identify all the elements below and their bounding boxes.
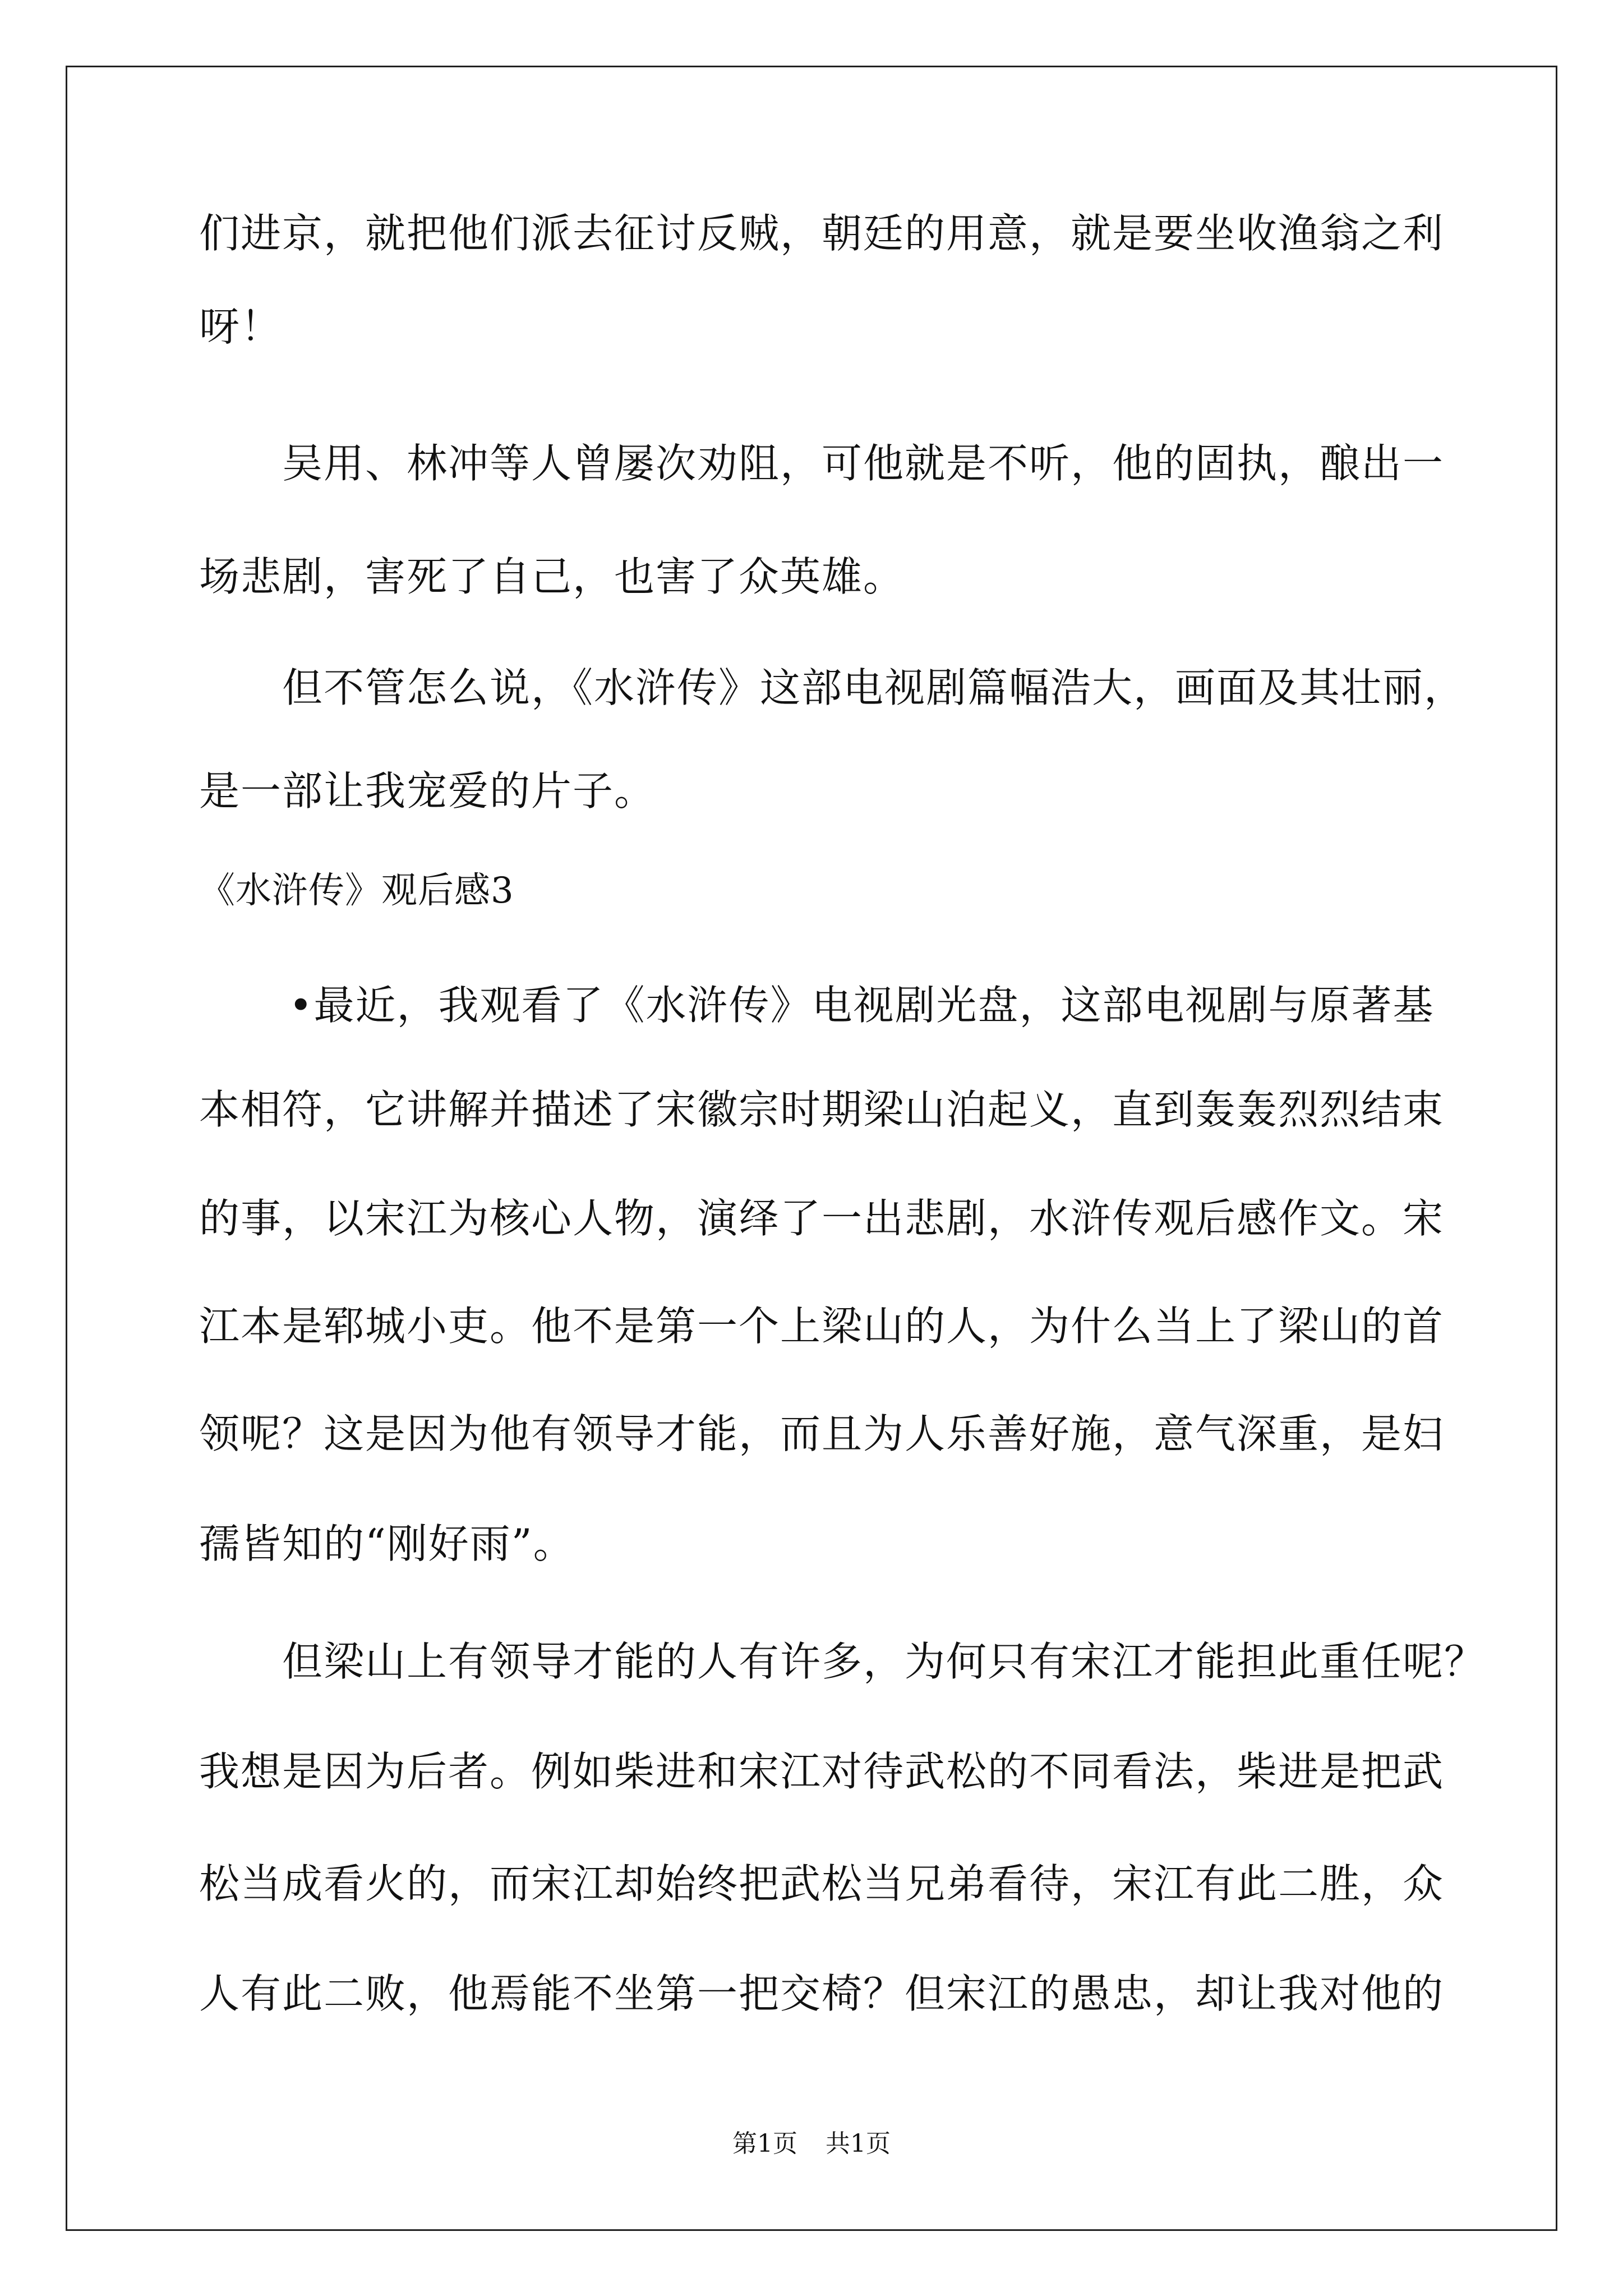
paragraph-line: 是一部让我宠爱的片子。 <box>199 767 656 815</box>
paragraph-line: 呀！ <box>199 303 283 350</box>
paragraph-line: 的事，以宋江为核心人物，演绎了一出悲剧，水浒传观后感作文。宋 <box>199 1195 1445 1242</box>
paragraph-line: 本相符，它讲解并描述了宋徽宗时期梁山泊起义，直到轰轰烈烈结束 <box>199 1086 1445 1133</box>
paragraph-line: 但不管怎么说，《水浒传》这部电视剧篇幅浩大，画面及其壮丽， <box>282 664 1466 711</box>
paragraph-line: 我想是因为后者。例如柴进和宋江对待武松的不同看法，柴进是把武 <box>199 1748 1445 1795</box>
page-count: 共1页 <box>826 2129 891 2158</box>
paragraph-line: 江本是郓城小吏。他不是第一个上梁山的人，为什么当上了梁山的首 <box>199 1303 1445 1350</box>
page-number: 第1页 <box>732 2129 797 2158</box>
paragraph-line: 孺皆知的“刚好雨”。 <box>199 1520 575 1567</box>
section-heading: 《水浒传》观后感3 <box>199 870 514 912</box>
paragraph-line: 人有此二败，他焉能不坐第一把交椅？但宋江的愚忠，却让我对他的 <box>199 1970 1445 2017</box>
paragraph-line: 松当成看火的，而宋江却始终把武松当兄弟看待，宋江有此二胜，众 <box>199 1860 1445 1907</box>
page-footer <box>0 2123 1623 2159</box>
paragraph-line: 们进京，就把他们派去征讨反贼，朝廷的用意，就是要坐收渔翁之利 <box>199 210 1445 257</box>
paragraph-line: 场悲剧，害死了自己，也害了众英雄。 <box>199 553 905 600</box>
paragraph-line: •最近，我观看了《水浒传》电视剧光盘，这部电视剧与原著基 <box>289 982 1435 1029</box>
paragraph-line: 吴用、林冲等人曾屡次劝阻，可他就是不听，他的固执，酿出一 <box>282 440 1445 487</box>
paragraph-line: 但梁山上有领导才能的人有许多，为何只有宋江才能担此重任呢？ <box>282 1638 1486 1685</box>
paragraph-line: 领呢？这是因为他有领导才能，而且为人乐善好施，意气深重，是妇 <box>199 1410 1445 1457</box>
